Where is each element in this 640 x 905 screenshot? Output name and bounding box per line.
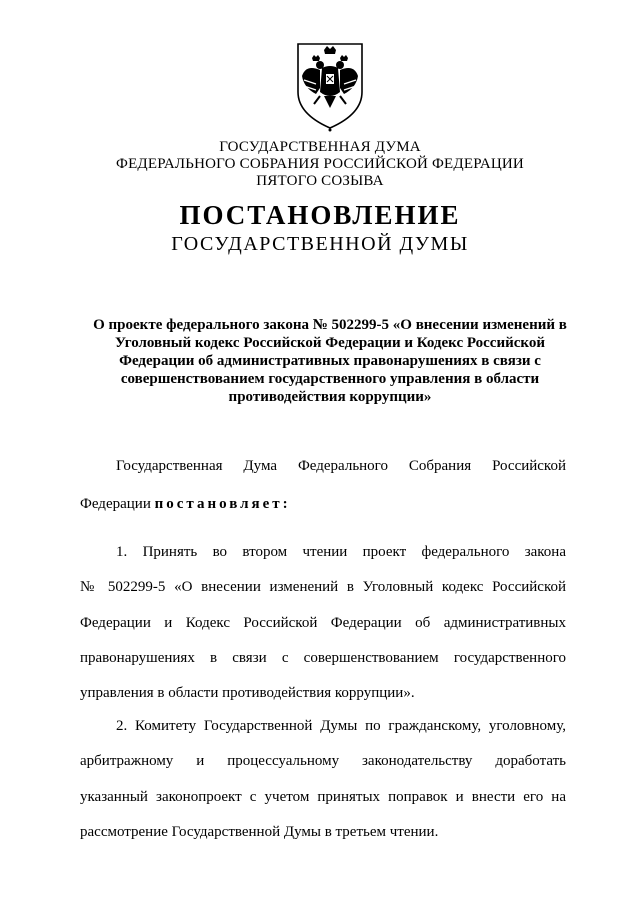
preamble-text: Федерации [80, 496, 155, 512]
coat-of-arms-icon [290, 40, 370, 132]
bill-title-line: совершенствованием государственного управления в области [120, 371, 540, 387]
item2-line: указанный законопроект с учетом принятых поправок и внести его на [80, 789, 566, 805]
header-line-convocation: ПЯТОГО СОЗЫВА [256, 173, 384, 189]
item2-line: 2. Комитету Государственной Думы по гражданскому, уголовному, [116, 718, 566, 734]
item1-line: 1. Принять во втором чтении проект федерального закона [116, 544, 566, 560]
item1-line: управления в области противодействия коррупции». [80, 685, 415, 701]
item2-line: арбитражному и процессуальному законодательству доработать [80, 753, 566, 769]
preamble-line [80, 496, 291, 513]
document-subtitle: ГОСУДАРСТВЕННОЙ ДУМЫ [171, 233, 469, 255]
item1-line: № 502299-5 «О внесении изменений в Уголовный кодекс Российской [80, 579, 566, 595]
bill-title-line: Уголовный кодекс Российской Федерации и Кодекс Российской [115, 335, 545, 351]
resolves-word: постановляет: [154, 496, 291, 512]
bill-title-line: Федерации об административных правонарушениях в связи с [119, 353, 541, 369]
bill-title [80, 316, 580, 406]
header-line-assembly: ФЕДЕРАЛЬНОГО СОБРАНИЯ РОССИЙСКОЙ ФЕДЕРАЦИИ [116, 156, 524, 172]
item1-line: Федерации и Кодекс Российской Федерации об административных [80, 615, 566, 631]
bill-title-line: противодействия коррупции» [228, 389, 432, 405]
preamble-line: Государственная Дума Федерального Собрания Российской [116, 458, 566, 474]
bill-title-line: О проекте федерального закона № 502299-5 «О внесении изменений в [93, 317, 567, 333]
document-title: ПОСТАНОВЛЕНИЕ [179, 200, 461, 230]
header-line-duma: ГОСУДАРСТВЕННАЯ ДУМА [219, 139, 421, 155]
item2-line: рассмотрение Государственной Думы в третьем чтении. [80, 824, 439, 840]
item1-line: правонарушениях в связи с совершенствованием государственного [80, 650, 566, 666]
